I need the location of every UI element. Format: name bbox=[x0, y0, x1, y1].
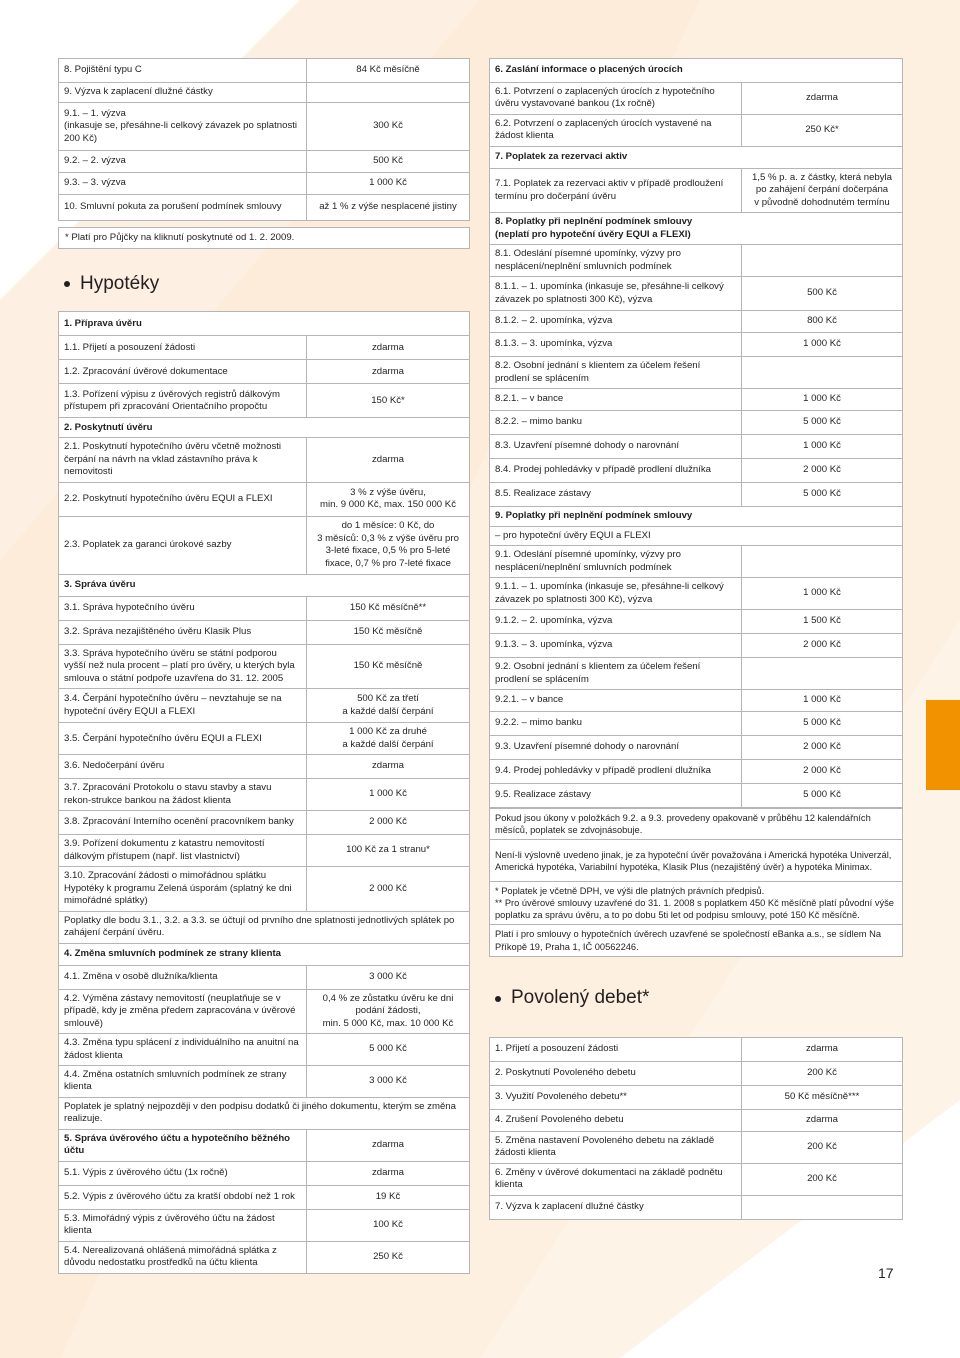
table-row bbox=[490, 760, 903, 784]
row-label: 9.2. – 2. výzva bbox=[59, 151, 307, 173]
table-row bbox=[59, 835, 470, 867]
section-4-title bbox=[59, 943, 470, 965]
table-row bbox=[59, 1065, 470, 1097]
row-label: 5.3. Mimořádný výpis z úvěrového účtu na žádost klienta bbox=[59, 1209, 307, 1241]
row-value: do 1 měsíce: 0 Kč, do 3 měsíců: 0,3 % z výše úvěru pro 3-leté fixace, 0,5 % pro 5-leté fixace, 0,7 % pro 7-leté fixace bbox=[307, 516, 470, 574]
row-label: 3.10. Zpracování žádosti o mimořádnou splátku Hypotéky k programu Zelená úsporám (splatný ke dni mimořádné splátky) bbox=[59, 867, 307, 911]
table-row bbox=[59, 1241, 470, 1273]
section-8-title bbox=[490, 213, 903, 245]
section-4-note bbox=[59, 1097, 470, 1129]
row-label: 8.1. Odeslání písemné upomínky, výzvy pro nesplácení/neplnění smluvních podmínek bbox=[490, 245, 742, 277]
table-row bbox=[59, 151, 470, 173]
row-value: 2 000 Kč bbox=[307, 811, 470, 835]
footnote bbox=[490, 809, 903, 840]
note-text: Poplatek je splatný nejpozději v den podpisu dodatků či jiného dokumentu, kterým se změna realizuje. bbox=[59, 1097, 470, 1129]
table-row bbox=[59, 516, 470, 574]
table-row bbox=[59, 689, 470, 723]
row-value: 2 000 Kč bbox=[307, 867, 470, 911]
footnote bbox=[490, 925, 903, 956]
row-value: 100 Kč za 1 stranu* bbox=[307, 835, 470, 867]
row-label: 4.3. Změna typu splácení z individuálního na anuitní na žádost klienta bbox=[59, 1034, 307, 1066]
row-value: 5 000 Kč bbox=[742, 712, 903, 736]
section-3-note bbox=[59, 911, 470, 943]
table-row bbox=[490, 658, 903, 690]
table-row bbox=[490, 1085, 903, 1109]
table-row bbox=[490, 546, 903, 578]
table-row bbox=[490, 1131, 903, 1163]
section-title: 6. Zaslání informace o placených úrocích bbox=[490, 59, 903, 83]
table-row bbox=[59, 482, 470, 516]
row-value: 19 Kč bbox=[307, 1185, 470, 1209]
table-row bbox=[490, 1109, 903, 1131]
row-label: 5. Změna nastavení Povoleného debetu na základě žádosti klienta bbox=[490, 1131, 742, 1163]
row-value: 3 000 Kč bbox=[307, 965, 470, 989]
row-value bbox=[742, 357, 903, 389]
section-1-title bbox=[59, 312, 470, 336]
row-value: 200 Kč bbox=[742, 1061, 903, 1085]
bullet-icon bbox=[495, 996, 501, 1002]
row-label: 3.7. Zpracování Protokolu o stavu stavby a stavu rekon-strukce bankou na žádost klienta bbox=[59, 779, 307, 811]
table-row bbox=[490, 277, 903, 311]
row-value bbox=[742, 245, 903, 277]
row-label: 8.2. Osobní jednání s klientem za účelem řešení prodlení se splácením bbox=[490, 357, 742, 389]
row-value: 1 000 Kč bbox=[742, 435, 903, 459]
table-row bbox=[59, 620, 470, 644]
section-title: 4. Změna smluvních podmínek ze strany klienta bbox=[59, 943, 470, 965]
row-label: 8.1.3. – 3. upomínka, výzva bbox=[490, 333, 742, 357]
row-label: 9.2.1. – v bance bbox=[490, 690, 742, 712]
table-row bbox=[490, 357, 903, 389]
table-row bbox=[59, 360, 470, 384]
row-value: 1 000 Kč za druhé a každé další čerpání bbox=[307, 723, 470, 755]
row-label: 6.1. Potvrzení o zaplacených úrocích z hypotečního úvěru vystavované bankou (1x ročně) bbox=[490, 83, 742, 115]
row-value: 250 Kč* bbox=[742, 114, 903, 146]
row-value: zdarma bbox=[307, 755, 470, 779]
table-row bbox=[490, 736, 903, 760]
row-value: zdarma bbox=[742, 1037, 903, 1061]
row-value: 150 Kč měsíčně bbox=[307, 620, 470, 644]
row-value: 1 000 Kč bbox=[742, 690, 903, 712]
table-row bbox=[59, 867, 470, 911]
section-9-title bbox=[490, 507, 903, 526]
note-text: – pro hypoteční úvěry EQUI a FLEXI bbox=[490, 526, 903, 545]
table-row bbox=[490, 245, 903, 277]
row-value: zdarma bbox=[307, 336, 470, 360]
row-label: 2. Poskytnutí Povoleného debetu bbox=[490, 1061, 742, 1085]
note-text: * Poplatek je včetně DPH, ve výši dle platných právních předpisů. ** Pro úvěrové smlouvy uzavřené do 31. 1. 2008 s poplatkem 450 Kč měsíčně platí původní výše poplatku za správu úvěru, a to po dobu 5ti let od podpisu smlouvy, poté 150 Kč měsíčně. bbox=[490, 882, 903, 925]
section-heading-debet bbox=[489, 957, 903, 1041]
row-label: 3. Využití Povoleného debetu** bbox=[490, 1085, 742, 1109]
table-row bbox=[490, 690, 903, 712]
table-row bbox=[59, 779, 470, 811]
row-value: 50 Kč měsíčně*** bbox=[742, 1085, 903, 1109]
table-row bbox=[59, 59, 470, 83]
row-value: 150 Kč* bbox=[307, 384, 470, 418]
row-value: 1,5 % p. a. z částky, která nebyla po zahájení čerpání dočerpána v původně dohodnutém termínu bbox=[742, 168, 903, 212]
row-label: 1.2. Zpracování úvěrové dokumentace bbox=[59, 360, 307, 384]
table-row bbox=[59, 965, 470, 989]
row-label: 6. Změny v úvěrové dokumentaci na základě podnětu klienta bbox=[490, 1163, 742, 1195]
row-value: 150 Kč měsíčně bbox=[307, 644, 470, 688]
section-6-title bbox=[490, 59, 903, 83]
row-value: 5 000 Kč bbox=[742, 411, 903, 435]
row-label: 8.1.2. – 2. upomínka, výzva bbox=[490, 311, 742, 333]
row-value: 2 000 Kč bbox=[742, 760, 903, 784]
row-label: 3.9. Pořízení dokumentu z katastru nemovitostí dálkovým přístupem (např. list vlastnictví) bbox=[59, 835, 307, 867]
table-row bbox=[59, 83, 470, 103]
table-row bbox=[59, 336, 470, 360]
section-title: 9. Poplatky při neplnění podmínek smlouvy bbox=[490, 507, 903, 526]
row-value: 1 000 Kč bbox=[742, 333, 903, 357]
table-row bbox=[59, 596, 470, 620]
row-value: zdarma bbox=[307, 360, 470, 384]
table-row bbox=[59, 1161, 470, 1185]
row-value: 1 000 Kč bbox=[307, 173, 470, 195]
row-value: 2 000 Kč bbox=[742, 736, 903, 760]
row-value: 84 Kč měsíčně bbox=[307, 59, 470, 83]
section-title: 3. Správa úvěru bbox=[59, 574, 470, 596]
row-label: 9. Výzva k zaplacení dlužné částky bbox=[59, 83, 307, 103]
table-row bbox=[59, 811, 470, 835]
table-row bbox=[59, 723, 470, 755]
row-label: 1.3. Pořízení výpisu z úvěrových registrů dálkovým přístupem při zpracování Orientačního propočtu bbox=[59, 384, 307, 418]
table-row bbox=[490, 712, 903, 736]
table-row bbox=[59, 103, 470, 151]
footnote bbox=[490, 840, 903, 882]
table-row bbox=[490, 578, 903, 610]
row-label: 5.4. Nerealizovaná ohlášená mimořádná splátka z důvodu nedostatku prostředků na účtu klienta bbox=[59, 1241, 307, 1273]
row-label: 6.2. Potvrzení o zaplacených úrocích vystavené na žádost klienta bbox=[490, 114, 742, 146]
row-value: až 1 % z výše nesplacené jistiny bbox=[307, 195, 470, 221]
row-label: 3.3. Správa hypotečního úvěru se státní podporou vyšší než nula procent – platí pro úvěry, u kterých byla smlouva o státní podpoře uzavřena do 31. 12. 2005 bbox=[59, 644, 307, 688]
section-title: 5. Správa úvěrového účtu a hypotečního běžného účtu bbox=[59, 1129, 307, 1161]
row-value bbox=[307, 83, 470, 103]
row-value: 5 000 Kč bbox=[307, 1034, 470, 1066]
table-row bbox=[59, 989, 470, 1033]
row-label: 4.4. Změna ostatních smluvních podmínek ze strany klienta bbox=[59, 1065, 307, 1097]
row-label: 9.2. Osobní jednání s klientem za účelem řešení prodlení se splácením bbox=[490, 658, 742, 690]
row-value: 300 Kč bbox=[307, 103, 470, 151]
row-label: 3.2. Správa nezajištěného úvěru Klasik Plus bbox=[59, 620, 307, 644]
debet-title: Povolený debet* bbox=[511, 987, 650, 1009]
row-label: 9.1.3. – 3. upomínka, výzva bbox=[490, 634, 742, 658]
table-row bbox=[490, 1195, 903, 1219]
row-value: 200 Kč bbox=[742, 1131, 903, 1163]
section-3-title bbox=[59, 574, 470, 596]
table-row bbox=[490, 1037, 903, 1061]
row-label: 8.4. Prodej pohledávky v případě prodlení dlužníka bbox=[490, 459, 742, 483]
section-title: 8. Poplatky při neplnění podmínek smlouvy (neplatí pro hypoteční úvěry EQUI a FLEXI) bbox=[490, 213, 903, 245]
table-row bbox=[59, 1209, 470, 1241]
row-value: 0,4 % ze zůstatku úvěru ke dni podání žádosti, min. 5 000 Kč, max. 10 000 Kč bbox=[307, 989, 470, 1033]
table-row bbox=[490, 610, 903, 634]
row-label: 3.1. Správa hypotečního úvěru bbox=[59, 596, 307, 620]
table-row bbox=[59, 1185, 470, 1209]
footnote bbox=[490, 882, 903, 925]
row-value: 250 Kč bbox=[307, 1241, 470, 1273]
hypoteky-title: Hypotéky bbox=[80, 273, 160, 295]
table-row bbox=[490, 435, 903, 459]
row-value: 1 000 Kč bbox=[307, 779, 470, 811]
table-row bbox=[490, 83, 903, 115]
row-value bbox=[742, 658, 903, 690]
table-row bbox=[59, 195, 470, 221]
section-9-subtitle bbox=[490, 526, 903, 545]
row-label: 4. Zrušení Povoleného debetu bbox=[490, 1109, 742, 1131]
table-row bbox=[490, 1163, 903, 1195]
table-row bbox=[59, 1034, 470, 1066]
table-row bbox=[59, 644, 470, 688]
row-value: 500 Kč bbox=[742, 277, 903, 311]
row-label: 3.5. Čerpání hypotečního úvěru EQUI a FLEXI bbox=[59, 723, 307, 755]
row-label: 9.1.2. – 2. upomínka, výzva bbox=[490, 610, 742, 634]
table-row bbox=[490, 168, 903, 212]
row-label: 2.1. Poskytnutí hypotečního úvěru včetně možnosti čerpání na návrh na vklad zástavního práva k nemovitosti bbox=[59, 438, 307, 482]
row-label: 2.2. Poskytnutí hypotečního úvěru EQUI a FLEXI bbox=[59, 482, 307, 516]
row-label: 4.2. Výměna zástavy nemovitostí (neuplatňuje se v případě, kdy je změna předem zapracována v úvěrové smlouvě) bbox=[59, 989, 307, 1033]
row-label: 8.5. Realizace zástavy bbox=[490, 483, 742, 507]
row-value: 3 % z výše úvěru, min. 9 000 Kč, max. 150 000 Kč bbox=[307, 482, 470, 516]
row-label: 7.1. Poplatek za rezervaci aktiv v případě prodloužení termínu pro dočerpání úvěru bbox=[490, 168, 742, 212]
loan-note: * Platí pro Půjčky na kliknutí poskytnuté od 1. 2. 2009. bbox=[58, 227, 470, 249]
row-label: 8.3. Uzavření písemné dohody o narovnání bbox=[490, 435, 742, 459]
section-value: zdarma bbox=[307, 1129, 470, 1161]
row-label: 9.1. – 1. výzva (inkasuje se, přesáhne-li celkový závazek po splatnosti 200 Kč) bbox=[59, 103, 307, 151]
section-5-title bbox=[59, 1129, 470, 1161]
row-label: 5.2. Výpis z úvěrového účtu za kratší období než 1 rok bbox=[59, 1185, 307, 1209]
note-text: Poplatky dle bodu 3.1., 3.2. a 3.3. se účtují od prvního dne splatnosti jednotlivých splátek po zahájení čerpání úvěru. bbox=[59, 911, 470, 943]
table-row bbox=[490, 411, 903, 435]
table-row bbox=[490, 1061, 903, 1085]
row-value: 800 Kč bbox=[742, 311, 903, 333]
section-title: 7. Poplatek za rezervaci aktiv bbox=[490, 146, 903, 168]
row-label: 7. Výzva k zaplacení dlužné částky bbox=[490, 1195, 742, 1219]
table-row bbox=[490, 311, 903, 333]
table-row bbox=[490, 459, 903, 483]
row-label: 9.5. Realizace zástavy bbox=[490, 784, 742, 808]
table-row bbox=[490, 784, 903, 808]
hypoteky-table-continued bbox=[489, 58, 903, 808]
note-text: Není-li výslovně uvedeno jinak, je za hypoteční úvěr považována i Americká hypotéka Univerzál, Americká hypotéka, Variabilní hypotéka, Klasik Plus (nezajištěný úvěr) a hypotéka Minimax. bbox=[490, 840, 903, 882]
debet-table bbox=[489, 1037, 903, 1220]
row-value: 5 000 Kč bbox=[742, 784, 903, 808]
row-value bbox=[742, 546, 903, 578]
section-heading-hypoteky bbox=[58, 249, 470, 319]
row-value: 100 Kč bbox=[307, 1209, 470, 1241]
row-label: 3.8. Zpracování Interního ocenění pracovníkem banky bbox=[59, 811, 307, 835]
notes-table bbox=[489, 808, 903, 957]
row-value: zdarma bbox=[742, 83, 903, 115]
row-label: 9.3. – 3. výzva bbox=[59, 173, 307, 195]
row-value: 500 Kč bbox=[307, 151, 470, 173]
row-label: 10. Smluvní pokuta za porušení podmínek smlouvy bbox=[59, 195, 307, 221]
row-label: 4.1. Změna v osobě dlužníka/klienta bbox=[59, 965, 307, 989]
row-value: 2 000 Kč bbox=[742, 459, 903, 483]
table-row bbox=[490, 634, 903, 658]
orange-tab bbox=[926, 700, 960, 790]
row-label: 3.6. Nedočerpání úvěru bbox=[59, 755, 307, 779]
left-column bbox=[58, 58, 470, 1274]
row-label: 8.1.1. – 1. upomínka (inkasuje se, přesáhne-li celkový závazek po splatnosti 300 Kč), výzva bbox=[490, 277, 742, 311]
section-title: 1. Příprava úvěru bbox=[59, 312, 470, 336]
row-value: 200 Kč bbox=[742, 1163, 903, 1195]
row-value: 150 Kč měsíčně** bbox=[307, 596, 470, 620]
section-2-title bbox=[59, 418, 470, 438]
right-column bbox=[489, 58, 903, 1220]
row-value: zdarma bbox=[307, 438, 470, 482]
table-row bbox=[59, 173, 470, 195]
table-row bbox=[490, 389, 903, 411]
row-label: 9.3. Uzavření písemné dohody o narovnání bbox=[490, 736, 742, 760]
table-row bbox=[59, 438, 470, 482]
row-label: 8.2.1. – v bance bbox=[490, 389, 742, 411]
row-value: 1 000 Kč bbox=[742, 389, 903, 411]
row-label: 9.1. Odeslání písemné upomínky, výzvy pro nesplácení/neplnění smluvních podmínek bbox=[490, 546, 742, 578]
row-value: zdarma bbox=[742, 1109, 903, 1131]
row-value: 2 000 Kč bbox=[742, 634, 903, 658]
row-value bbox=[742, 1195, 903, 1219]
table-row bbox=[59, 755, 470, 779]
row-label: 8.2.2. – mimo banku bbox=[490, 411, 742, 435]
note-text: Pokud jsou úkony v položkách 9.2. a 9.3. provedeny opakovaně v průběhu 12 kalendářních měsíců, poplatek se zdvojnásobuje. bbox=[490, 809, 903, 840]
row-value: 500 Kč za třetí a každé další čerpání bbox=[307, 689, 470, 723]
page-number: 17 bbox=[878, 1265, 894, 1281]
row-label: 1. Přijetí a posouzení žádosti bbox=[490, 1037, 742, 1061]
table-row bbox=[59, 384, 470, 418]
table-row bbox=[490, 114, 903, 146]
table-row bbox=[490, 333, 903, 357]
row-value: 1 000 Kč bbox=[742, 578, 903, 610]
row-label: 9.4. Prodej pohledávky v případě prodlení dlužníka bbox=[490, 760, 742, 784]
row-value: 1 500 Kč bbox=[742, 610, 903, 634]
bullet-icon bbox=[64, 281, 70, 287]
row-label: 5.1. Výpis z úvěrového účtu (1x ročně) bbox=[59, 1161, 307, 1185]
note-text: Platí i pro smlouvy o hypotečních úvěrech uzavřené se společností eBanka a.s., se sídlem Na Příkopě 19, Praha 1, IČ 00562246. bbox=[490, 925, 903, 956]
row-label: 2.3. Poplatek za garanci úrokové sazby bbox=[59, 516, 307, 574]
row-label: 1.1. Přijetí a posouzení žádosti bbox=[59, 336, 307, 360]
section-7-title bbox=[490, 146, 903, 168]
row-value: 3 000 Kč bbox=[307, 1065, 470, 1097]
row-label: 8. Pojištění typu C bbox=[59, 59, 307, 83]
top-fees-table bbox=[58, 58, 470, 221]
row-label: 9.1.1. – 1. upomínka (inkasuje se, přesáhne-li celkový závazek po splatnosti 300 Kč), výzva bbox=[490, 578, 742, 610]
table-row bbox=[490, 483, 903, 507]
row-label: 3.4. Čerpání hypotečního úvěru – nevztahuje se na hypoteční úvěry EQUI a FLEXI bbox=[59, 689, 307, 723]
section-title: 2. Poskytnutí úvěru bbox=[59, 418, 470, 438]
row-value: zdarma bbox=[307, 1161, 470, 1185]
row-label: 9.2.2. – mimo banku bbox=[490, 712, 742, 736]
row-value: 5 000 Kč bbox=[742, 483, 903, 507]
hypoteky-table bbox=[58, 311, 470, 1273]
